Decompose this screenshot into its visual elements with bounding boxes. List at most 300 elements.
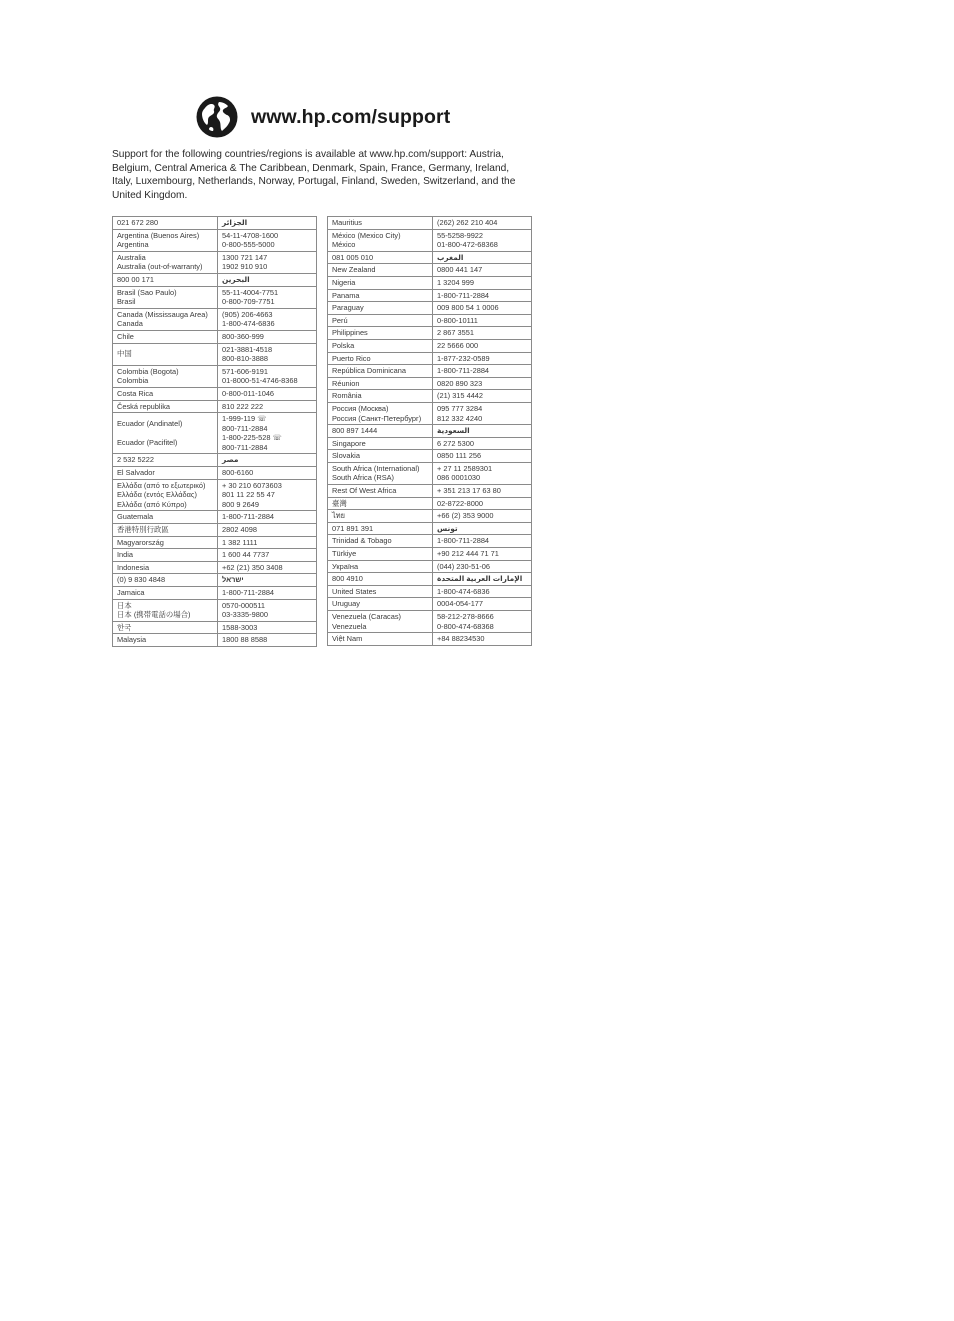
phone-cell — [433, 450, 532, 463]
phone-number: 1588-3003 — [222, 622, 258, 632]
country-label: (0) 9 830 4848 — [117, 575, 166, 585]
country-label: 한국 — [117, 622, 132, 632]
phone-number: 1800 88 8588 — [222, 635, 268, 645]
phone-number: 1-800-711-2884 — [437, 536, 490, 546]
phone-number: 1 3204 999 — [437, 277, 474, 287]
table-row — [113, 286, 317, 308]
country-cell — [113, 511, 218, 524]
phone-number: +90 212 444 71 71 — [437, 549, 499, 559]
phone-number: 0004-054-177 — [437, 599, 484, 609]
phone-number: 2802 4098 — [222, 525, 257, 535]
country-cell — [113, 365, 218, 387]
phone-number: تونس — [437, 523, 458, 533]
table-row — [113, 536, 317, 549]
country-label: New Zealand — [332, 265, 376, 275]
phone-cell — [433, 365, 532, 378]
country-cell — [328, 548, 433, 561]
country-label: South Africa (International) — [332, 463, 420, 473]
country-label: Chile — [117, 331, 134, 341]
country-label: Ελλάδα (από Κύπρο) — [117, 499, 187, 509]
country-cell — [328, 276, 433, 289]
phone-cell — [433, 425, 532, 438]
phone-number: 6 272 5300 — [437, 438, 474, 448]
phone-number: 2 867 3551 — [437, 328, 474, 338]
country-label: 日本 — [117, 600, 132, 610]
phone-cell — [218, 413, 317, 454]
country-label: Ελλάδα (από το εξωτερικό) — [117, 480, 206, 490]
country-cell — [328, 229, 433, 251]
country-label: Україна — [332, 561, 359, 571]
phone-cell — [433, 548, 532, 561]
phone-cell — [433, 402, 532, 424]
table-row — [113, 273, 317, 286]
country-label: Argentina — [117, 240, 149, 250]
table-row — [328, 450, 532, 463]
country-cell — [113, 330, 218, 343]
country-label: 081 005 010 — [332, 252, 374, 262]
country-label: Polska — [332, 340, 355, 350]
country-label: Paraguay — [332, 303, 364, 313]
country-cell — [113, 286, 218, 308]
table-row — [113, 599, 317, 621]
country-cell — [328, 535, 433, 548]
phone-number: 1-800-711-2884 — [222, 588, 275, 597]
country-label: 800 00 171 — [117, 274, 154, 284]
phone-number: 0-800-011-1046 — [222, 388, 275, 398]
phone-number: +84 88234530 — [437, 634, 485, 644]
phone-number: 1902 910 910 — [222, 262, 268, 272]
phone-cell — [433, 462, 532, 484]
phone-cell — [433, 510, 532, 523]
phone-number: +66 (2) 353 9000 — [437, 511, 494, 521]
phone-cell — [433, 229, 532, 251]
country-label: Magyarország — [117, 537, 164, 547]
phone-number: (21) 315 4442 — [437, 391, 484, 401]
phone-cell — [433, 535, 532, 548]
phone-cell — [433, 289, 532, 302]
table-row — [328, 390, 532, 403]
table-row — [328, 289, 532, 302]
country-cell — [113, 587, 218, 600]
phone-cell — [218, 479, 317, 511]
country-label: México — [332, 240, 356, 250]
country-label: Việt Nam — [332, 634, 363, 644]
country-label: 021 672 280 — [117, 218, 159, 227]
country-cell — [328, 251, 433, 264]
table-row — [328, 633, 532, 646]
country-cell — [328, 402, 433, 424]
phone-cell — [433, 314, 532, 327]
phone-cell — [433, 217, 532, 230]
phone-cell — [218, 330, 317, 343]
country-label: Venezuela — [332, 621, 367, 631]
phone-number: 58-212-278-8666 — [437, 612, 494, 621]
phone-cell — [218, 634, 317, 647]
table-row — [113, 217, 317, 230]
phone-cell — [218, 251, 317, 273]
table-row — [328, 302, 532, 315]
phone-number: 1-800-711-2884 — [437, 290, 490, 300]
phone-cell — [218, 273, 317, 286]
country-cell — [113, 599, 218, 621]
phone-cell — [433, 573, 532, 586]
country-cell — [113, 524, 218, 537]
country-cell — [113, 217, 218, 230]
country-cell — [328, 510, 433, 523]
table-row — [328, 251, 532, 264]
country-label: 日本 (携帯電話の場合) — [117, 610, 191, 620]
country-label: South Africa (RSA) — [332, 473, 395, 483]
table-row — [113, 330, 317, 343]
table-row — [328, 352, 532, 365]
phone-number: +62 (21) 350 3408 — [222, 562, 283, 572]
country-label: Colombia (Bogota) — [117, 366, 179, 376]
country-label: Mauritius — [332, 218, 362, 227]
country-cell — [328, 302, 433, 315]
country-label: Uruguay — [332, 599, 360, 609]
country-cell — [328, 450, 433, 463]
country-cell — [328, 217, 433, 230]
phone-number: 095 777 3284 — [437, 403, 483, 413]
country-cell — [113, 273, 218, 286]
country-label: México (Mexico City) — [332, 230, 401, 240]
phone-cell — [433, 251, 532, 264]
country-label: 071 891 391 — [332, 523, 374, 533]
country-label: ไทย — [332, 511, 345, 521]
phone-cell — [433, 352, 532, 365]
country-cell — [113, 574, 218, 587]
phone-cell — [433, 633, 532, 646]
country-label: Guatemala — [117, 512, 154, 522]
phone-number: 1-800-225-528 ☏ — [222, 433, 282, 443]
country-cell — [328, 598, 433, 611]
country-label: Rest Of West Africa — [332, 486, 397, 496]
country-label: Россия (Санкт-Петербург) — [332, 413, 422, 423]
table-row — [113, 343, 317, 365]
country-label: Brasil (Sao Paulo) — [117, 287, 177, 297]
country-label: 800 4910 — [332, 574, 363, 584]
phone-number: 1-800-711-2884 — [222, 512, 275, 522]
phone-cell — [433, 497, 532, 510]
country-label: 香港特別行政區 — [117, 525, 169, 535]
country-label: Venezuela (Caracas) — [332, 612, 402, 621]
globe-icon — [196, 96, 238, 138]
phone-cell — [433, 585, 532, 598]
table-row — [113, 634, 317, 647]
table-row — [113, 454, 317, 467]
phone-cell — [218, 536, 317, 549]
table-row — [113, 621, 317, 634]
phone-cell — [218, 574, 317, 587]
country-cell — [113, 549, 218, 562]
phone-cell — [218, 467, 317, 480]
country-cell — [113, 634, 218, 647]
country-cell — [328, 365, 433, 378]
country-cell — [328, 314, 433, 327]
table-row — [328, 229, 532, 251]
table-row — [328, 437, 532, 450]
phone-number: 22 5666 000 — [437, 340, 479, 350]
country-cell — [328, 485, 433, 498]
phone-number: (262) 262 210 404 — [437, 218, 498, 227]
table-row — [328, 510, 532, 523]
phone-cell — [218, 549, 317, 562]
country-label: 中国 — [117, 349, 132, 359]
table-row — [328, 314, 532, 327]
table-row — [113, 400, 317, 413]
table-row — [328, 548, 532, 561]
country-label — [117, 428, 213, 438]
phone-number: 800-711-2884 — [222, 423, 268, 433]
country-cell — [113, 308, 218, 330]
phone-number: السعودية — [437, 426, 470, 436]
table-row — [113, 467, 317, 480]
table-row — [328, 425, 532, 438]
country-cell — [113, 413, 218, 454]
phone-number: 01-800-472-68368 — [437, 240, 498, 250]
phone-cell — [433, 377, 532, 390]
country-cell — [328, 522, 433, 535]
country-cell — [113, 561, 218, 574]
country-label: El Salvador — [117, 468, 155, 478]
phone-number: 0800 441 147 — [437, 265, 483, 275]
country-cell — [328, 352, 433, 365]
country-cell — [113, 454, 218, 467]
country-label: Česká republika — [117, 401, 170, 411]
phone-number: + 351 213 17 63 80 — [437, 486, 501, 496]
phone-cell — [218, 621, 317, 634]
phone-cell — [218, 400, 317, 413]
country-cell — [113, 536, 218, 549]
support-url[interactable]: www.hp.com/support — [251, 105, 451, 128]
country-label: Brasil — [117, 297, 136, 307]
table-row — [328, 598, 532, 611]
phone-cell — [218, 308, 317, 330]
phone-number: الجزائر — [222, 218, 248, 227]
table-row — [113, 308, 317, 330]
table-row — [113, 561, 317, 574]
country-label: Canada — [117, 319, 143, 329]
phone-number: 55-5258-9922 — [437, 230, 484, 240]
table-row — [328, 497, 532, 510]
country-label: Philippines — [332, 328, 368, 338]
header — [196, 95, 450, 139]
phone-number: الإمارات العربية المتحدة — [437, 574, 523, 584]
phone-number: + 30 210 6073603 — [222, 480, 282, 490]
phone-number: 01-8000-51-4746-8368 — [222, 376, 298, 386]
country-cell — [328, 462, 433, 484]
phone-number: 801 11 22 55 47 — [222, 490, 275, 500]
table-row — [113, 587, 317, 600]
phone-cell — [218, 229, 317, 251]
table-row — [328, 327, 532, 340]
phone-number: 800-6160 — [222, 468, 254, 478]
phone-number: 800 9 2649 — [222, 499, 259, 509]
phone-number: مصر — [222, 455, 239, 465]
phone-number: 009 800 54 1 0006 — [437, 303, 499, 313]
country-cell — [113, 479, 218, 511]
phone-number: 0820 890 323 — [437, 378, 483, 388]
phone-cell — [433, 485, 532, 498]
phone-number: 1-800-474-6836 — [437, 586, 490, 596]
country-cell — [328, 390, 433, 403]
phone-number: + 27 11 2589301 — [437, 463, 493, 473]
phone-cell — [218, 217, 317, 230]
phone-number: 800-810-3888 — [222, 354, 269, 364]
phone-number: 021-3881-4518 — [222, 344, 273, 354]
phone-cell — [433, 611, 532, 633]
country-label: República Dominicana — [332, 366, 406, 376]
support-phone-table-right — [327, 216, 532, 646]
country-label: United States — [332, 586, 377, 596]
country-cell — [328, 289, 433, 302]
country-label: Australia — [117, 252, 146, 262]
country-label: Colombia — [117, 376, 149, 386]
country-cell — [113, 387, 218, 400]
phone-number: 0-800-10111 — [437, 315, 478, 325]
phone-cell — [218, 511, 317, 524]
phone-cell — [433, 339, 532, 352]
country-label: Türkiye — [332, 549, 357, 559]
country-label: Nigeria — [332, 277, 356, 287]
phone-cell — [433, 327, 532, 340]
table-row — [113, 251, 317, 273]
phone-number: 03-3335-9800 — [222, 610, 269, 620]
country-cell — [328, 377, 433, 390]
table-row — [328, 462, 532, 484]
table-row — [328, 339, 532, 352]
table-row — [328, 402, 532, 424]
country-cell — [328, 633, 433, 646]
country-label: 臺灣 — [332, 498, 347, 508]
phone-cell — [433, 302, 532, 315]
country-cell — [328, 425, 433, 438]
country-label: Ecuador (Pacifitel) — [117, 438, 178, 448]
country-label: Trinidad & Tobago — [332, 536, 392, 546]
country-label: Australia (out-of-warranty) — [117, 262, 203, 272]
phone-number: 800-711-2884 — [222, 442, 268, 452]
phone-cell — [433, 437, 532, 450]
phone-cell — [218, 365, 317, 387]
country-cell — [113, 467, 218, 480]
country-label: Malaysia — [117, 635, 147, 645]
country-label: Singapore — [332, 438, 366, 448]
country-cell — [328, 437, 433, 450]
country-label: Slovakia — [332, 451, 360, 461]
country-cell — [113, 621, 218, 634]
table-row — [328, 264, 532, 277]
table-row — [328, 585, 532, 598]
phone-number: 0-800-474-68368 — [437, 621, 494, 631]
phone-cell — [433, 560, 532, 573]
phone-cell — [433, 522, 532, 535]
phone-number: ישראל — [222, 575, 244, 585]
phone-number: البحرين — [222, 274, 250, 284]
phone-number: 0850 111 256 — [437, 451, 482, 461]
phone-number: 0570-000511 — [222, 600, 266, 610]
phone-cell — [218, 587, 317, 600]
country-cell — [328, 573, 433, 586]
country-cell — [328, 585, 433, 598]
phone-cell — [433, 276, 532, 289]
country-cell — [113, 343, 218, 365]
phone-cell — [218, 387, 317, 400]
phone-number: 571-606-9191 — [222, 366, 269, 376]
table-row — [113, 574, 317, 587]
phone-cell — [433, 598, 532, 611]
phone-number: (044) 230-51-06 — [437, 561, 491, 571]
country-label: Argentina (Buenos Aires) — [117, 230, 200, 240]
phone-number: 1-877-232-0589 — [437, 353, 490, 363]
country-cell — [328, 339, 433, 352]
phone-cell — [218, 524, 317, 537]
country-label: Panama — [332, 290, 360, 300]
table-row — [328, 485, 532, 498]
country-cell — [328, 264, 433, 277]
country-cell — [113, 229, 218, 251]
table-row — [328, 573, 532, 586]
country-cell — [328, 560, 433, 573]
phone-number: 086 0001030 — [437, 473, 481, 483]
phone-number: 1300 721 147 — [222, 252, 268, 262]
country-label: Réunion — [332, 378, 360, 388]
phone-number: 1-999-119 ☏ — [222, 414, 267, 424]
table-row — [328, 560, 532, 573]
country-label: Perú — [332, 315, 348, 325]
country-label: 2 532 5222 — [117, 455, 154, 465]
country-cell — [113, 400, 218, 413]
phone-number: 55-11-4004-7751 — [222, 287, 279, 297]
country-cell — [328, 327, 433, 340]
country-label: România — [332, 391, 362, 401]
country-label: 800 897 1444 — [332, 426, 378, 436]
country-label: Indonesia — [117, 562, 150, 572]
country-label: Россия (Москва) — [332, 403, 389, 413]
phone-number: 1 382 1111 — [222, 537, 258, 547]
table-row — [113, 511, 317, 524]
phone-number: 810 222 222 — [222, 401, 264, 411]
phone-cell — [218, 286, 317, 308]
table-row — [113, 413, 317, 454]
table-row — [328, 522, 532, 535]
phone-number: 0-800-709-7751 — [222, 297, 275, 307]
country-label: Puerto Rico — [332, 353, 371, 363]
country-cell — [328, 497, 433, 510]
phone-cell — [433, 264, 532, 277]
country-label: Jamaica — [117, 588, 145, 597]
table-row — [328, 377, 532, 390]
country-label: Ελλάδα (εντός Ελλάδας) — [117, 490, 197, 500]
phone-number: المغرب — [437, 252, 464, 262]
phone-number: 1-800-474-6836 — [222, 319, 275, 329]
country-label: India — [117, 550, 134, 560]
country-cell — [328, 611, 433, 633]
phone-number: 1 600 44 7737 — [222, 550, 270, 560]
phone-cell — [218, 599, 317, 621]
table-row — [113, 365, 317, 387]
country-label: Canada (Mississauga Area) — [117, 309, 208, 319]
phone-cell — [218, 343, 317, 365]
phone-number: 1-800-711-2884 — [437, 366, 490, 376]
intro-paragraph: Support for the following countries/regions is available at www.hp.com/support: Austria, Belgium, Central America & The Caribbean, Denmark, Spain, France, Germany, Ireland, Italy, Luxembourg, Netherlands, Norway, Portugal, Finland, Sweden, Switzerland, and the United Kingdom. — [112, 149, 516, 201]
phone-cell — [218, 561, 317, 574]
country-label: Costa Rica — [117, 388, 154, 398]
phone-number: 0-800-555-5000 — [222, 240, 275, 250]
table-row — [113, 387, 317, 400]
phone-number: 02-8722-8000 — [437, 498, 484, 508]
phone-number: 812 332 4240 — [437, 413, 483, 423]
table-row — [113, 479, 317, 511]
